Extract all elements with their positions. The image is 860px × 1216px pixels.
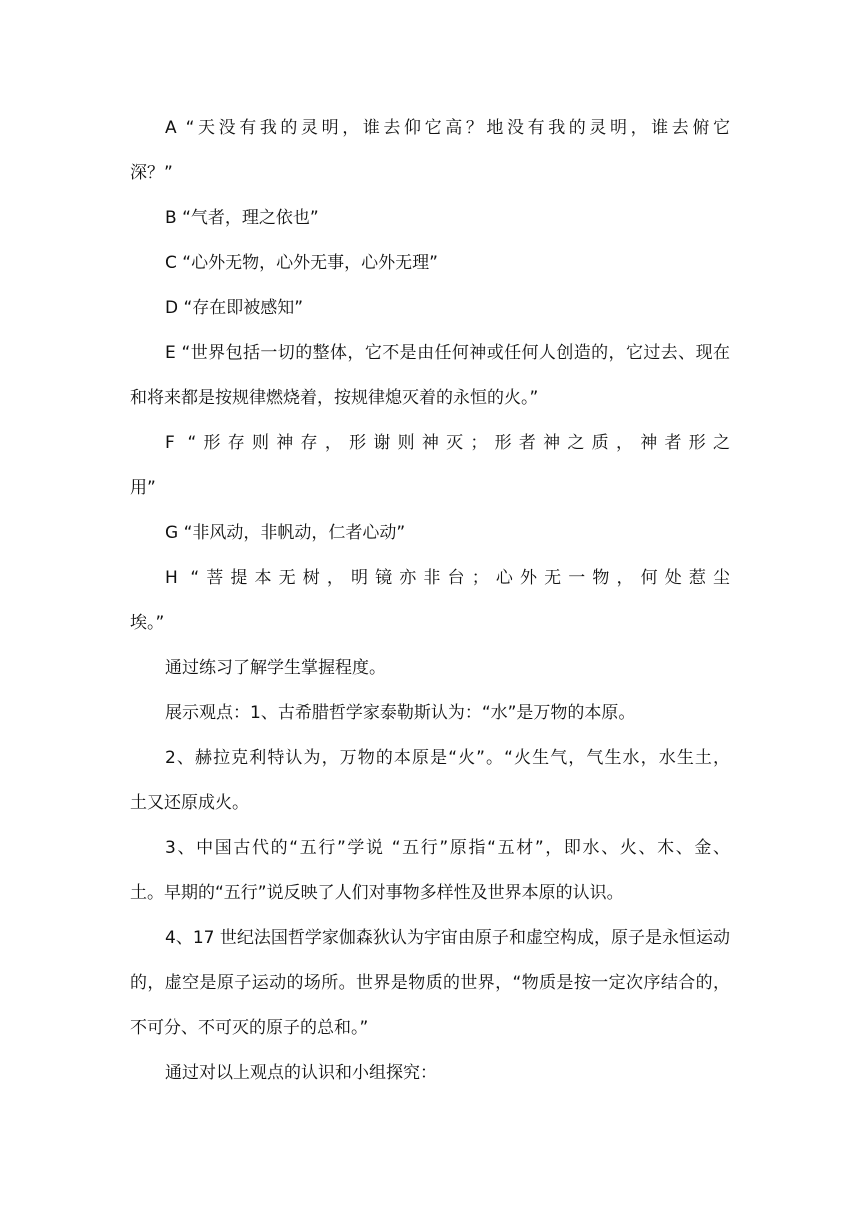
practice-note: 通过练习了解学生掌握程度。	[165, 658, 386, 678]
option-h-line-1: H “菩提本无树，明镜亦非台；心外无一物，何处惹尘	[165, 568, 730, 588]
viewpoint-4-line-3: 不可分、不可灭的原子的总和。”	[130, 1018, 369, 1038]
option-e-line-1: E “世界包括一切的整体，它不是由任何神或任何人创造的，它过去、现在	[165, 343, 730, 363]
option-a-line-1: A “天没有我的灵明，谁去仰它高？地没有我的灵明，谁去俯它	[165, 118, 730, 138]
viewpoint-4-line-1: 4、17 世纪法国哲学家伽森狄认为宇宙由原子和虚空构成，原子是永恒运动	[165, 928, 730, 948]
group-inquiry-line: 通过对以上观点的认识和小组探究：	[165, 1063, 437, 1083]
option-g: G “非风动，非帆动，仁者心动”	[165, 523, 406, 543]
option-f-line-2: 用”	[130, 478, 156, 498]
viewpoint-2-line-1: 2、赫拉克利特认为，万物的本原是“火”。“火生气，气生水，水生土，	[165, 748, 730, 768]
option-a-line-2: 深？”	[130, 163, 173, 183]
option-c: C “心外无物，心外无事，心外无理”	[165, 253, 438, 273]
option-d: D “存在即被感知”	[165, 298, 304, 318]
option-e-line-2: 和将来都是按规律燃烧着，按规律熄灭着的永恒的火。”	[130, 388, 539, 408]
viewpoint-3-line-2: 土。早期的“五行”说反映了人们对事物多样性及世界本原的认识。	[130, 883, 624, 903]
viewpoint-1: 展示观点：1、古希腊哲学家泰勒斯认为：“水”是万物的本原。	[165, 703, 636, 723]
option-b: B “气者，理之依也”	[165, 208, 319, 228]
viewpoint-3-line-1: 3、中国古代的“五行”学说 “五行”原指“五材”，即水、火、木、金、	[165, 838, 730, 858]
option-f-line-1: F “形存则神存，形谢则神灭；形者神之质，神者形之	[165, 433, 730, 453]
option-h-line-2: 埃。”	[130, 613, 165, 633]
viewpoint-4-line-2: 的，虚空是原子运动的场所。世界是物质的世界，“物质是按一定次序结合的，	[130, 973, 730, 993]
viewpoint-2-line-2: 土又还原成火。	[130, 793, 249, 813]
